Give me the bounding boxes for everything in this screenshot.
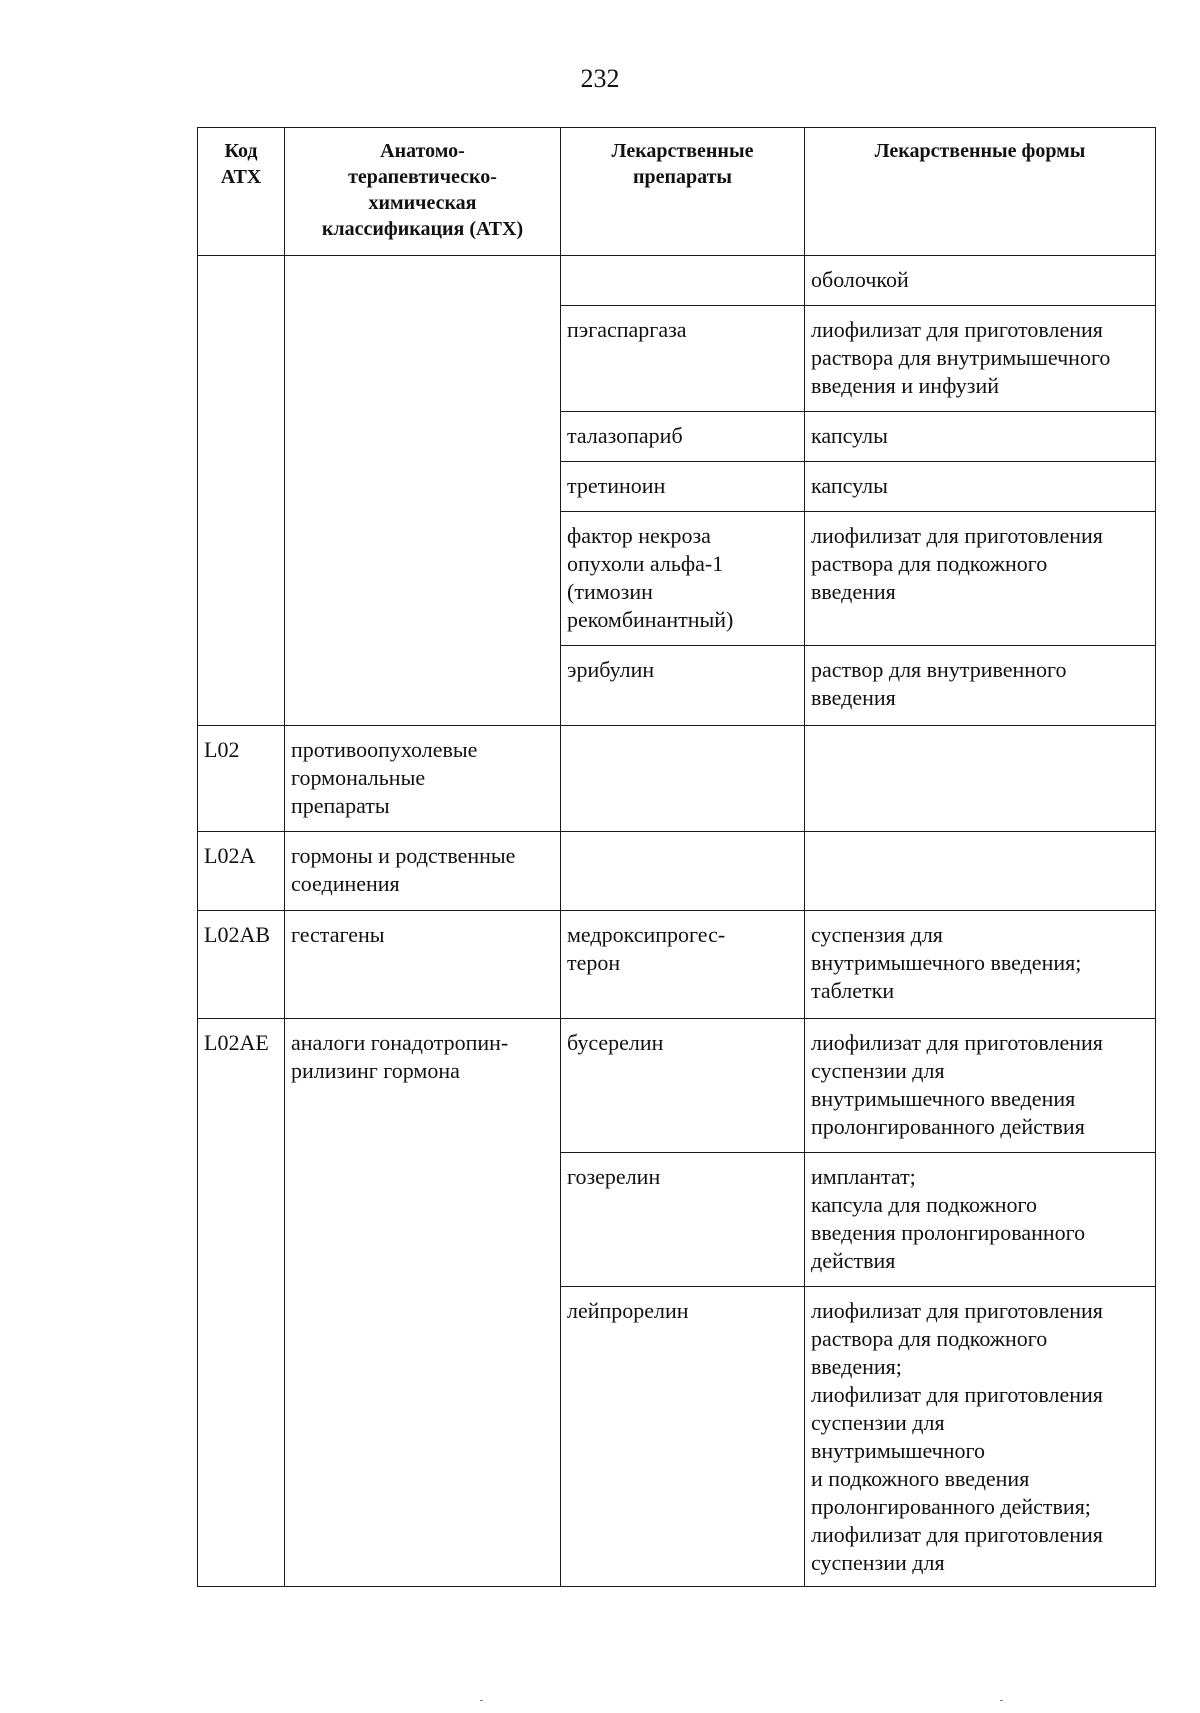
classification-cell: гестагены — [285, 911, 561, 1019]
classification-cell: противоопухолевые гормональные препараты — [285, 726, 561, 832]
dosage-form-cell: капсулы — [805, 462, 1156, 512]
dosage-form-cell: лиофилизат для приготовления раствора для подкожного введения — [805, 512, 1156, 646]
scan-artifact-mark — [480, 1700, 483, 1701]
table-header-row — [198, 128, 1156, 256]
drug-cell: талазопариб — [561, 412, 805, 462]
dosage-form-cell: оболочкой — [805, 256, 1156, 306]
drug-cell: фактор некроза опухоли альфа-1 (тимозин рекомбинантный) — [561, 512, 805, 646]
table-row — [198, 911, 1156, 1019]
dosage-form-cell: лиофилизат для приготовления раствора для внутримышечного введения и инфузий — [805, 306, 1156, 412]
atc-code-cell: L02AB — [198, 911, 285, 1019]
table-row — [198, 1019, 1156, 1153]
continued-classification-cell — [285, 256, 561, 726]
dosage-form-cell: имплантат; капсула для подкожного введения пролонгированного действия — [805, 1153, 1156, 1287]
drug-cell: бусерелин — [561, 1019, 805, 1153]
dosage-form-cell — [805, 832, 1156, 911]
table-row — [198, 726, 1156, 832]
table-row — [198, 832, 1156, 911]
classification-cell: аналоги гонадотропин- рилизинг гормона — [285, 1019, 561, 1587]
header-atc-classification: Анатомо- терапевтическо- химическая классификация (АТХ) — [285, 128, 561, 256]
atc-drug-table — [197, 127, 1156, 1587]
scan-artifact-mark — [1000, 1700, 1003, 1701]
dosage-form-cell: раствор для внутривенного введения — [805, 646, 1156, 726]
continued-code-cell — [198, 256, 285, 726]
drug-cell: пэгаспаргаза — [561, 306, 805, 412]
atc-code-cell: L02A — [198, 832, 285, 911]
dosage-form-cell: капсулы — [805, 412, 1156, 462]
header-dosage-forms: Лекарственные формы — [805, 128, 1156, 256]
drug-cell: медроксипрогес- терон — [561, 911, 805, 1019]
header-atc-code: Код АТХ — [198, 128, 285, 256]
drug-cell — [561, 256, 805, 306]
dosage-form-cell: суспензия для внутримышечного введения; таблетки — [805, 911, 1156, 1019]
page-number: 232 — [580, 64, 620, 93]
atc-code-cell: L02 — [198, 726, 285, 832]
dosage-form-cell: лиофилизат для приготовления раствора для подкожного введения; лиофилизат для приготовления суспензии для внутримышечного и подкожного введения пролонгированного действия; лиофилизат для приготовления суспензии для — [805, 1287, 1156, 1587]
drug-cell: третиноин — [561, 462, 805, 512]
header-drugs: Лекарственные препараты — [561, 128, 805, 256]
dosage-form-cell: лиофилизат для приготовления суспензии для внутримышечного введения пролонгированного действия — [805, 1019, 1156, 1153]
table-row — [198, 256, 1156, 306]
atc-code-cell: L02AE — [198, 1019, 285, 1587]
drug-cell: лейпрорелин — [561, 1287, 805, 1587]
classification-cell: гормоны и родственные соединения — [285, 832, 561, 911]
drug-cell — [561, 832, 805, 911]
drug-cell: эрибулин — [561, 646, 805, 726]
dosage-form-cell — [805, 726, 1156, 832]
drug-cell: гозерелин — [561, 1153, 805, 1287]
drug-cell — [561, 726, 805, 832]
